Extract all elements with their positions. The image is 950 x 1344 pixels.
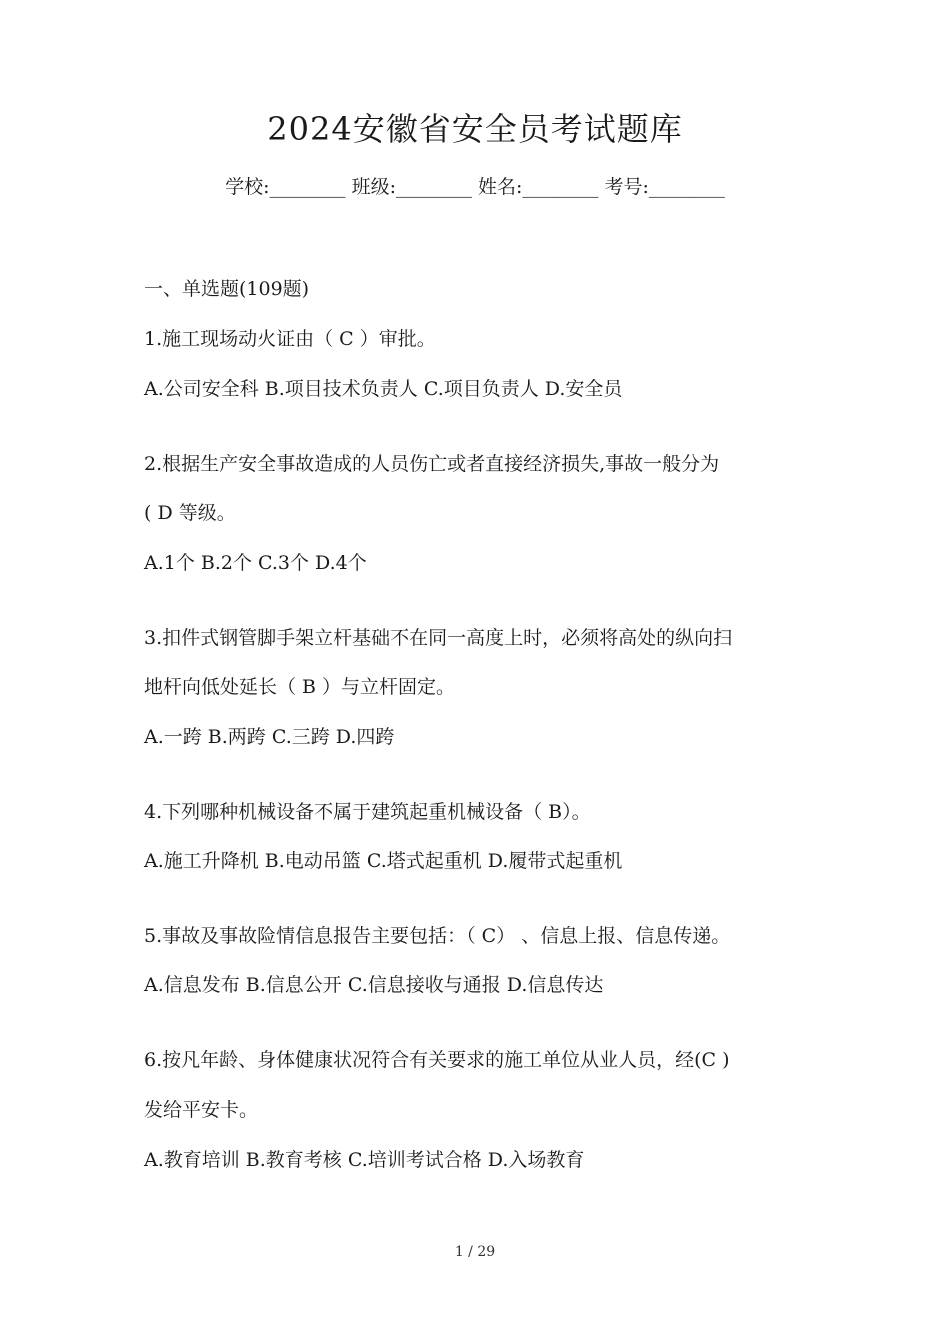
question-1-stem-line-1: 1.施工现场动火证由（ C ）审批。 [144, 328, 436, 350]
question-2-stem-line-2: ( D 等级。 [144, 502, 236, 524]
question-3-options: A.一跨 B.两跨 C.三跨 D.四跨 [144, 726, 395, 748]
question-2-stem-line-1: 2.根据生产安全事故造成的人员伤亡或者直接经济损失,事故一般分为 [144, 453, 720, 475]
question-4-stem-line-1: 4.下列哪种机械设备不属于建筑起重机械设备（ B）。 [144, 801, 591, 823]
question-3-stem-line-1: 3.扣件式钢管脚手架立杆基础不在同一高度上时，必须将高处的纵向扫 [144, 627, 733, 649]
student-info-line: 学校:________ 班级:________ 姓名:________ 考号:________ [225, 176, 725, 198]
question-5-options: A.信息发布 B.信息公开 C.信息接收与通报 D.信息传达 [144, 974, 604, 996]
question-1-options: A.公司安全科 B.项目技术负责人 C.项目负责人 D.安全员 [144, 378, 623, 400]
question-3-stem-line-2: 地杆向低处延长（ B ）与立杆固定。 [144, 676, 456, 698]
question-6-stem-line-2: 发给平安卡。 [144, 1099, 259, 1121]
question-5-stem-line-1: 5.事故及事故险情信息报告主要包括：（ C） 、信息上报、信息传递。 [144, 925, 731, 947]
document-title: 2024安徽省安全员考试题库 [267, 110, 683, 148]
question-6-options: A.教育培训 B.教育考核 C.培训考试合格 D.入场教育 [144, 1149, 585, 1171]
question-6-stem-line-1: 6.按凡年龄、身体健康状况符合有关要求的施工单位从业人员，经(C ) [144, 1049, 730, 1071]
question-4-options: A.施工升降机 B.电动吊篮 C.塔式起重机 D.履带式起重机 [144, 850, 623, 872]
question-2-options: A.1个 B.2个 C.3个 D.4个 [144, 552, 367, 574]
page-number: 1 / 29 [454, 1244, 496, 1260]
section-header: 一、单选题(109题) [144, 278, 310, 300]
